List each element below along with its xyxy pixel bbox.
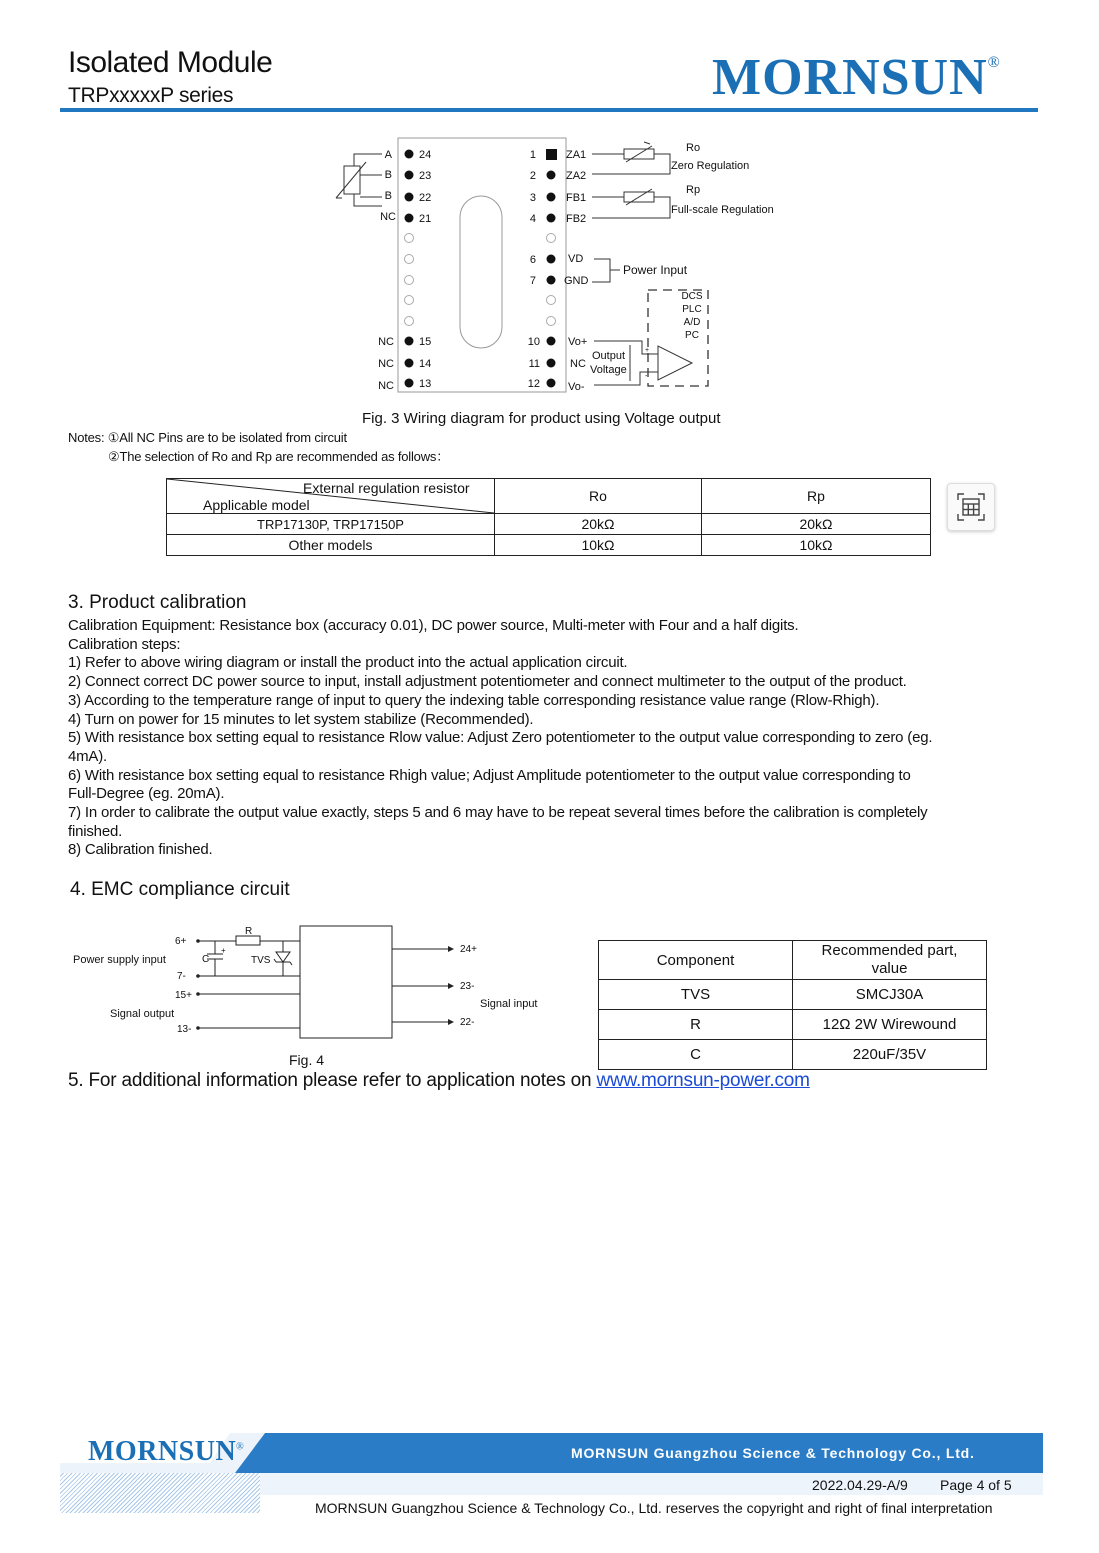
left-pin-23 xyxy=(385,169,432,182)
pin-label: ZA1 xyxy=(566,149,587,161)
model-cell: Other models xyxy=(167,535,495,556)
table-tool-button[interactable] xyxy=(947,483,995,531)
pin-label: VD xyxy=(568,253,584,265)
calibration-line: finished. xyxy=(68,822,123,840)
table-grid-icon xyxy=(956,492,986,522)
pin-label: NC xyxy=(570,358,586,370)
rp-cell: 20kΩ xyxy=(702,514,931,535)
pin-number: 7 xyxy=(529,275,536,287)
calibration-line: Calibration steps: xyxy=(68,635,181,653)
footer-copyright: MORNSUN Guangzhou Science & Technology Co., Ltd. reserves the copyright and right of final interpretation xyxy=(315,1500,993,1516)
calibration-line: Calibration Equipment: Resistance box (accuracy 0.01), DC power source, Multi-meter with Four and a half digits. xyxy=(68,617,799,634)
right-pin-10 xyxy=(528,336,588,348)
footer-hatch xyxy=(60,1473,260,1513)
pin-label: Vo+ xyxy=(568,336,588,348)
right-pin-12 xyxy=(528,378,585,393)
zero-regulation-label: Zero Regulation xyxy=(671,160,750,172)
output-voltage-line-1: Output xyxy=(592,350,626,362)
right-pin-7 xyxy=(530,275,589,287)
pin-number: 1 xyxy=(529,149,536,161)
pin-number: 15 xyxy=(419,336,432,348)
pin-label: GND xyxy=(564,275,589,287)
calibration-body xyxy=(68,617,1028,860)
left-pin-22 xyxy=(385,190,432,204)
footer-bottom-bar xyxy=(260,1473,1043,1495)
emc-title: 4. EMC compliance circuit xyxy=(70,879,290,900)
power-input-bracket xyxy=(592,259,620,282)
fig3-caption: Fig. 3 Wiring diagram for product using Voltage output xyxy=(362,410,721,427)
calibration-line: 8) Calibration finished. xyxy=(68,841,213,859)
pin-label: B xyxy=(384,190,392,202)
component-cell: C xyxy=(599,1040,793,1070)
value-cell: 12Ω 2W Wirewound xyxy=(793,1010,987,1040)
pin-label: NC xyxy=(378,380,394,392)
pin-number: 6 xyxy=(529,254,536,266)
additional-info-text: 5. For additional information please refer to application notes on xyxy=(68,1070,597,1091)
emc-circuit-diagram xyxy=(68,918,548,1068)
output-wiring xyxy=(594,341,692,385)
component-cell: TVS xyxy=(599,980,793,1010)
emc-terminals xyxy=(196,939,454,1030)
rp-cell: 10kΩ xyxy=(702,535,931,556)
footer-registered-mark: ® xyxy=(236,1441,245,1453)
calibration-line: 7) In order to calibrate the output value exactly, steps 5 and 6 may have to be repeat several times before the calibration is completely xyxy=(68,804,928,822)
footer-logo-text: MORNSUN xyxy=(88,1436,237,1467)
value-cell: 220uF/35V xyxy=(793,1040,987,1070)
fullscale-regulation-label: Full-scale Regulation xyxy=(671,204,774,216)
footer-page-number: Page 4 of 5 xyxy=(940,1477,1012,1493)
calibration-line: 3) According to the temperature range of input to query the indexing table corresponding resistance value range (Rlow-Rhigh). xyxy=(68,691,880,709)
left-pin-13 xyxy=(378,378,431,392)
header-applicable-model: Applicable model xyxy=(203,497,310,513)
signal-output-label: Signal output xyxy=(110,1008,175,1020)
tvs-label: TVS xyxy=(251,955,271,966)
pin-label: Vo- xyxy=(568,381,585,393)
right-pin-6 xyxy=(530,253,583,266)
table-row xyxy=(167,514,931,535)
note-line-1: Notes: ①All NC Pins are to be isolated from circuit xyxy=(68,430,347,445)
header-recommended xyxy=(793,941,987,980)
ro-cell: 10kΩ xyxy=(495,535,702,556)
pin-22-label: 22- xyxy=(460,1017,475,1028)
left-pin-15 xyxy=(378,336,431,348)
component-cell: R xyxy=(599,1010,793,1040)
rp-potentiometer xyxy=(592,189,670,218)
dcs-line-2: PLC xyxy=(682,304,702,315)
regulation-resistor-table xyxy=(166,478,931,556)
sensor-element xyxy=(336,154,382,206)
amp-minus: - xyxy=(645,373,648,380)
r-label: R xyxy=(245,926,253,937)
header-recommended-line-2: value xyxy=(871,960,908,977)
pin-number: 23 xyxy=(419,170,432,182)
mornsun-website-link[interactable]: www.mornsun-power.com xyxy=(596,1070,810,1091)
model-cell: TRP17130P, TRP17150P xyxy=(167,514,495,535)
calibration-title: 3. Product calibration xyxy=(68,592,247,613)
pin-label: FB1 xyxy=(566,192,587,204)
emc-wiring xyxy=(198,936,448,1028)
right-pin-1 xyxy=(530,149,586,161)
brand-logo xyxy=(712,48,1001,107)
pin-number: 13 xyxy=(419,378,432,390)
pin-24-label: 24+ xyxy=(460,944,477,955)
header-external-regulation-resistor: External regulation resistor xyxy=(303,480,470,496)
rp-label: Rp xyxy=(686,184,701,196)
pin-number: 4 xyxy=(529,213,536,225)
c-plus-label: + xyxy=(221,946,226,955)
ro-cell: 20kΩ xyxy=(495,514,702,535)
doc-title: Isolated Module xyxy=(68,46,273,79)
pin-number: 10 xyxy=(527,336,540,348)
pin-number: 3 xyxy=(529,192,536,204)
calibration-line: Full-Degree (eg. 20mA). xyxy=(68,785,225,803)
output-voltage-line-2: Voltage xyxy=(590,364,627,376)
amp-plus: + xyxy=(645,347,650,354)
footer-company: MORNSUN Guangzhou Science & Technology Co., Ltd. xyxy=(571,1445,975,1461)
pin-label: A xyxy=(384,149,392,161)
pin-number: 12 xyxy=(527,378,540,390)
left-pin-24 xyxy=(385,149,432,161)
dcs-line-3: A/D xyxy=(683,317,701,328)
header-recommended-line-1: Recommended part, xyxy=(821,942,958,959)
calibration-line: 1) Refer to above wiring diagram or install the product into the actual application circuit. xyxy=(68,654,628,672)
pin-label: ZA2 xyxy=(566,170,587,182)
c-label: C xyxy=(202,954,210,965)
note-line-2: ②The selection of Ro and Rp are recommended as follows： xyxy=(108,449,449,464)
header-ro: Ro xyxy=(495,479,702,514)
table-row xyxy=(167,535,931,556)
ro-potentiometer xyxy=(592,142,670,174)
pin-23-label: 23- xyxy=(460,981,475,992)
right-pin-3 xyxy=(530,192,586,204)
left-pin-21 xyxy=(380,211,431,225)
calibration-line: 2) Connect correct DC power source to input, install adjustment potentiometer and connect multimeter to the output of the product. xyxy=(68,673,907,691)
ro-label: Ro xyxy=(686,142,701,154)
pin-label: NC xyxy=(378,336,394,348)
pin-label: NC xyxy=(378,358,394,370)
table-row xyxy=(599,1010,987,1040)
header-rp: Rp xyxy=(702,479,931,514)
power-input-label: Power Input xyxy=(623,263,688,277)
dcs-line-1: DCS xyxy=(681,291,703,302)
registered-mark: ® xyxy=(987,54,1001,71)
table-row xyxy=(599,980,987,1010)
pin-number: 24 xyxy=(419,149,432,161)
brand-logo-text: MORNSUN xyxy=(712,49,988,106)
doc-subtitle: TRPxxxxxP series xyxy=(68,84,234,107)
pin-label: NC xyxy=(380,211,396,223)
diagonal-header-cell xyxy=(167,479,495,514)
table-row xyxy=(599,1040,987,1070)
calibration-line: 5) With resistance box setting equal to resistance Rlow value: Adjust Zero potentiometer to the output value corresponding to zero (eg. xyxy=(68,729,933,747)
pin-number: 21 xyxy=(419,213,432,225)
additional-info xyxy=(68,1070,810,1092)
pin-6-label: 6+ xyxy=(175,936,187,947)
calibration-line: 4) Turn on power for 15 minutes to let system stabilize (Recommended). xyxy=(68,710,534,728)
pin-7-label: 7- xyxy=(177,971,186,982)
value-cell: SMCJ30A xyxy=(793,980,987,1010)
header-component: Component xyxy=(599,941,793,980)
fig4-caption: Fig. 4 xyxy=(289,1052,325,1068)
pin-number: 14 xyxy=(419,358,432,370)
pin-13-label: 13- xyxy=(177,1024,192,1035)
wiring-diagram xyxy=(320,132,790,407)
left-pin-14 xyxy=(378,358,431,370)
pin-number: 22 xyxy=(419,192,432,204)
pin-label: B xyxy=(384,169,392,181)
footer-date: 2022.04.29-A/9 xyxy=(812,1477,908,1493)
pin-label: FB2 xyxy=(566,213,587,225)
power-supply-input-label: Power supply input xyxy=(73,954,166,966)
footer-logo xyxy=(88,1436,244,1468)
header-rule xyxy=(60,108,1038,112)
calibration-line: 6) With resistance box setting equal to resistance Rhigh value; Adjust Amplitude potentiometer to the output value corresponding to xyxy=(68,766,911,784)
pin-number: 2 xyxy=(529,170,536,182)
dcs-line-4: PC xyxy=(685,330,699,341)
signal-input-label: Signal input xyxy=(480,998,538,1010)
right-pin-11 xyxy=(529,358,586,370)
pin-number: 11 xyxy=(528,358,540,370)
right-pin-2 xyxy=(530,170,586,182)
right-pin-4 xyxy=(530,213,586,225)
pin-15-label: 15+ xyxy=(175,990,192,1001)
calibration-line: 4mA). xyxy=(68,747,108,765)
emc-component-table xyxy=(598,940,987,1070)
